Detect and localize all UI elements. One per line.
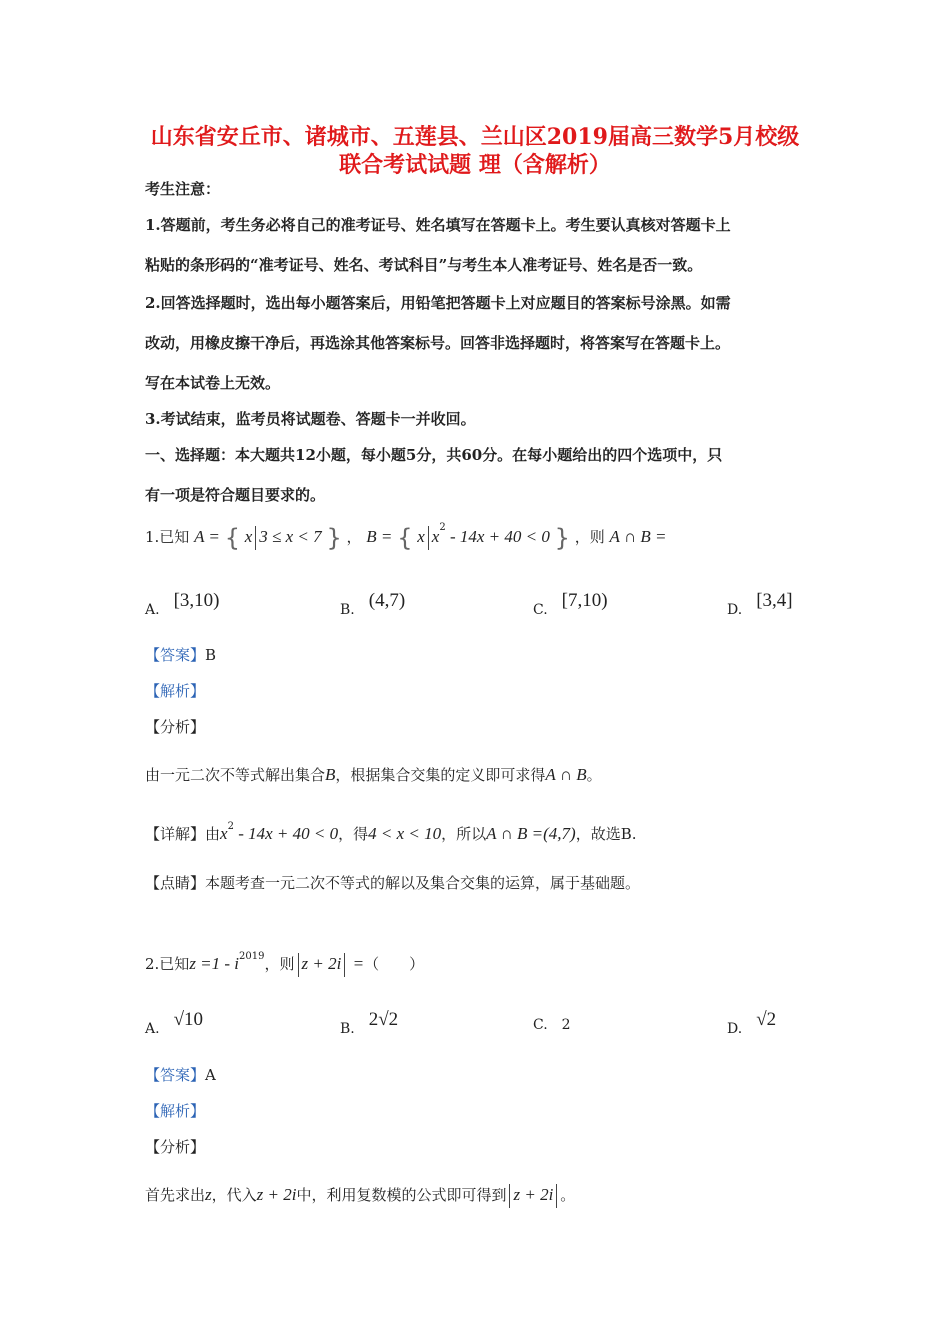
text-run: ，故选B. (575, 825, 637, 843)
section-instruction-1: 一、选择题：本大题共12小题，每小题5分，共60分。在每小题给出的四个选项中，只 (145, 446, 723, 464)
q2-option-c (533, 1017, 571, 1033)
abs-bar-left (298, 953, 299, 977)
set-divider (428, 526, 429, 550)
math-run: z (205, 1185, 212, 1204)
text-run: ，得 (338, 825, 369, 843)
text-run: ，根据集合交集的定义即可求得 (335, 766, 546, 784)
text-run: ，代入 (211, 1186, 257, 1204)
q1-comment (145, 872, 815, 893)
answer-tag: 【答案】 (145, 646, 206, 664)
answer-tag: 【答案】 (145, 1066, 206, 1084)
q2-option-d (727, 1009, 777, 1039)
math-run: x (220, 824, 228, 843)
q2-option-b (340, 1009, 399, 1039)
section-instruction-2: 有一项是符合题目要求的。 (145, 486, 326, 504)
abs-bar-right (556, 1184, 557, 1208)
q2-equals: = (348, 954, 365, 973)
option-label: C. (533, 602, 548, 618)
notice-item-1a: 1.答题前，考生务必将自己的准考证号、姓名填写在答题卡上。考生要认真核对答题卡上 (145, 216, 731, 234)
option-label: D. (727, 602, 743, 618)
left-brace-icon: { (224, 524, 240, 552)
q1-set-a-name: A = (194, 527, 220, 546)
option-value: 2 (561, 1017, 571, 1033)
q2-blank: （ ） (364, 955, 425, 973)
comment-tag: 【点睛】 (145, 874, 206, 892)
q1-answer (145, 644, 815, 665)
abs-bar-right (344, 953, 345, 977)
math-run: z + 2i (513, 1185, 554, 1204)
notice-heading: 考生注意： (145, 180, 221, 198)
q2-mid-text: ，则 (264, 955, 295, 973)
detail-tag: 【详解】 (145, 825, 206, 843)
q2-exponent: 2019 (239, 951, 265, 962)
answer-value: B (205, 646, 217, 664)
q1-separator: ， (346, 528, 362, 546)
q1-analysis-tag: 【解析】 (145, 682, 206, 700)
q2-prefix: 2.已知 (145, 955, 190, 973)
q2-analysis-tag: 【解析】 (145, 1102, 206, 1120)
notice-item-2b: 改动，用橡皮擦干净后，再选涂其他答案标号。回答非选择题时，将答案写在答题卡上。 (145, 334, 731, 352)
q2-answer (145, 1064, 815, 1085)
option-label: A. (145, 1021, 160, 1037)
q1-expression: A ∩ B = (609, 527, 667, 546)
option-value: [3,4] (756, 590, 793, 611)
q1-set-a-var: x (244, 527, 253, 546)
q2-option-a (145, 1009, 203, 1039)
q1-set-b-condition: - 14x + 40 < 0 (445, 527, 550, 546)
math-run: 4 < x < 10 (368, 824, 442, 843)
document-title-line-2: 联合考试试题 理（含解析） (339, 152, 611, 178)
text-run: 。 (586, 766, 602, 784)
left-brace-icon: { (397, 524, 413, 552)
set-divider (255, 526, 256, 550)
q1-set-b-exponent: 2 (439, 522, 446, 533)
option-value: 2√2 (368, 1009, 399, 1030)
option-value: (4,7) (368, 590, 406, 611)
text-run: 中，利用复数模的公式即可得到 (296, 1186, 507, 1204)
math-run: A ∩ B (545, 765, 587, 784)
notice-item-2a: 2.回答选择题时，选出每小题答案后，用铅笔把答题卡上对应题目的答案标号涂黑。如需 (145, 294, 731, 312)
math-run: - 14x + 40 < 0 (233, 824, 339, 843)
q1-detail (145, 823, 815, 844)
math-run: A ∩ B =(4,7) (486, 824, 576, 843)
option-value: [3,10) (173, 590, 220, 611)
q1-set-b-var: x (417, 527, 425, 546)
comment-text: 本题考查一元二次不等式的解以及集合交集的运算，属于基础题。 (205, 874, 641, 892)
right-brace-icon: } (326, 524, 342, 552)
text-run: 由一元二次不等式解出集合 (145, 766, 326, 784)
notice-item-3: 3.考试结束，监考员将试题卷、答题卡一并收回。 (145, 410, 476, 428)
math-run: B (325, 765, 336, 784)
q1-set-b-cond-x: x (431, 527, 440, 546)
q1-set-b-name: B = (366, 527, 393, 546)
question-1-stem (145, 524, 815, 552)
answer-value: A (205, 1066, 216, 1084)
option-value: [7,10) (561, 590, 608, 611)
option-label: A. (145, 602, 160, 618)
text-run: 首先求出 (145, 1186, 206, 1204)
option-label: D. (727, 1021, 743, 1037)
question-2-stem (145, 953, 815, 977)
q1-prefix: 1.已知 (145, 528, 190, 546)
option-value: √10 (173, 1009, 203, 1030)
q1-option-b (340, 590, 406, 620)
q1-set-a-condition: 3 ≤ x < 7 (259, 527, 322, 546)
option-label: B. (340, 602, 355, 618)
notice-item-2c: 写在本试卷上无效。 (145, 374, 281, 392)
q2-z-expression: z =1 - i (189, 954, 240, 973)
right-brace-icon: } (554, 524, 570, 552)
abs-bar-left (509, 1184, 510, 1208)
q1-option-d (727, 590, 793, 620)
q2-fenxi-text (145, 1184, 815, 1208)
option-value: √2 (756, 1009, 777, 1030)
math-run: z + 2i (256, 1185, 297, 1204)
option-label: B. (340, 1021, 355, 1037)
text-run: 。 (560, 1186, 576, 1204)
q1-suffix: ，则 (574, 528, 605, 546)
notice-item-1b: 粘贴的条形码的“准考证号、姓名、考试科目”与考生本人准考证号、姓名是否一致。 (145, 256, 703, 274)
document-title-line-1: 山东省安丘市、诸城市、五莲县、兰山区2019届高三数学5月校级 (150, 124, 800, 150)
text-run: ，所以 (441, 825, 487, 843)
q2-abs-expression: z + 2i (301, 954, 342, 973)
text-run: 由 (205, 825, 221, 843)
option-label: C. (533, 1017, 548, 1033)
q1-option-a (145, 590, 220, 620)
q1-option-c (533, 590, 608, 620)
exponent: 2 (227, 821, 234, 832)
q1-fenxi-text (145, 764, 815, 785)
q1-fenxi-tag: 【分析】 (145, 718, 206, 736)
q2-fenxi-tag: 【分析】 (145, 1138, 206, 1156)
